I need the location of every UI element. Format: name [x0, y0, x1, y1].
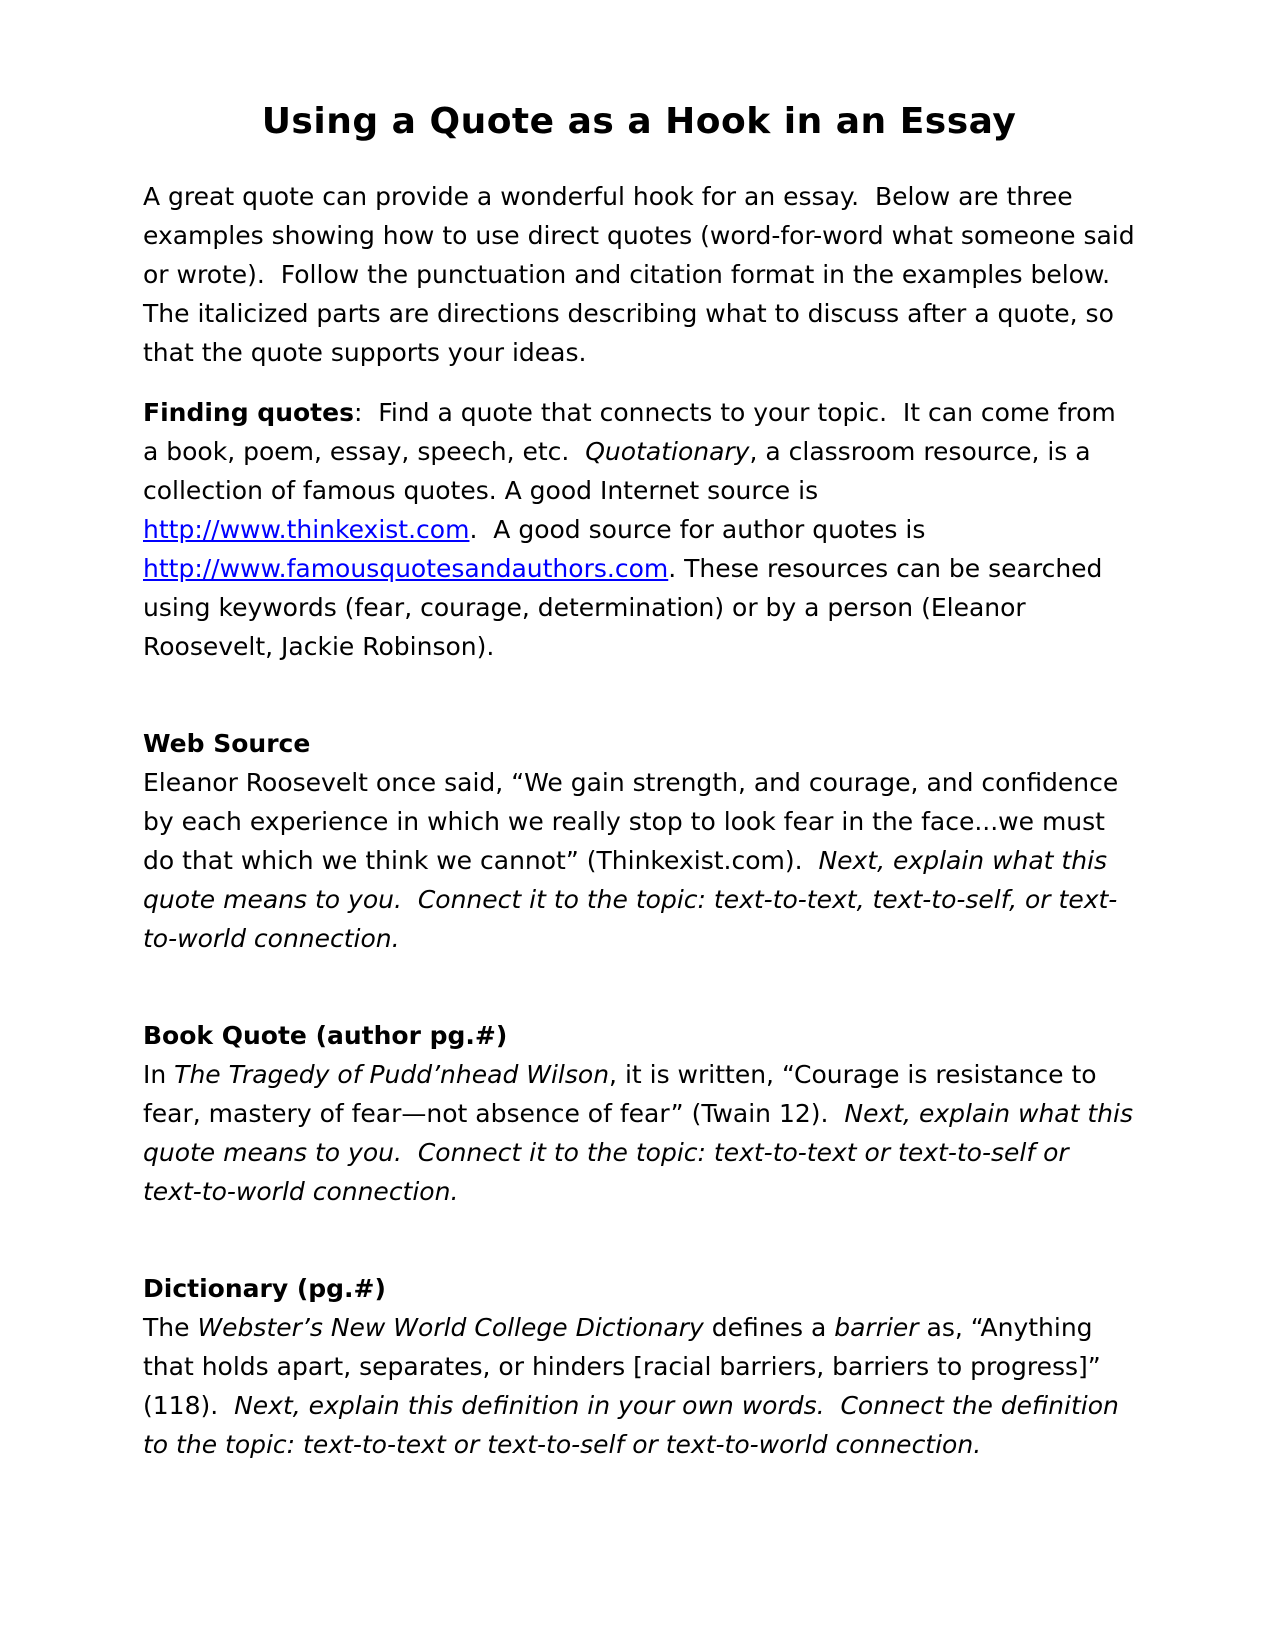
book-quote-section [143, 1016, 1141, 1211]
text-run: . These resources can be searched using keywords (fear, courage, determination) or by a person (Eleanor Roosevelt, Jackie Robinson). [143, 554, 1111, 662]
text-run: Next, explain what this quote means to you. Connect it to the topic: text-to-text or text-to-self or text-to-world connection. [143, 1099, 1141, 1207]
text-run: Finding quotes [143, 398, 354, 428]
book-quote-paragraph [143, 1055, 1141, 1211]
text-run: as, “Anything that holds apart, separates, or hinders [racial barriers, barriers to progress]” (118). [143, 1313, 1109, 1421]
text-run: defines a [703, 1313, 835, 1343]
dictionary-heading: Dictionary (pg.#) [143, 1274, 386, 1304]
web-source-heading: Web Source [143, 729, 311, 759]
intro-paragraph [143, 177, 1143, 372]
text-run: barrier [834, 1313, 919, 1343]
hyperlink[interactable]: http://www.famousquotesandauthors.com [143, 554, 669, 584]
text-run: Next, explain what this quote means to you. Connect it to the topic: text-to-text, text-to-self, or text-to-world connection. [143, 846, 1118, 954]
text-run: , it is written, “Courage is resistance to fear, mastery of fear—not absence of fear” (Twain 12). [143, 1060, 1105, 1129]
text-run: The Tragedy of Pudd’nhead Wilson [174, 1060, 610, 1090]
dictionary-paragraph [143, 1308, 1135, 1464]
text-run: Webster’s New World College Dictionary [197, 1313, 704, 1343]
text-run: The [143, 1313, 198, 1343]
dictionary-section [143, 1269, 1135, 1464]
text-run: . A good source for author quotes is [469, 515, 934, 545]
web-source-section [143, 724, 1135, 958]
text-run: In [143, 1060, 175, 1090]
text-run: Eleanor Roosevelt once said, “We gain strength, and courage, and confidence by each experience in which we really stop to look fear in the face...we must do that which we think we cannot” (Thinkexist.com). [143, 768, 1127, 876]
text-run: Quotationary [585, 437, 750, 467]
web-source-paragraph [143, 763, 1135, 958]
page-title: Using a Quote as a Hook in an Essay [261, 101, 1017, 142]
text-run: A great quote can provide a wonderful hook for an essay. Below are three examples showing how to use direct quotes (word-for-word what someone said or wrote). Follow the punctuation and citation format in the examples below. The italicized parts are directions describing what to discuss after a quote, so that the quote supports your ideas. [143, 182, 1143, 368]
text-run: : Find a quote that connects to your topic. It can come from a book, poem, essay, speech, etc. [143, 398, 1124, 467]
text-run: , a classroom resource, is a collection of famous quotes. A good Internet source is [143, 437, 1099, 506]
hyperlink[interactable]: http://www.thinkexist.com [143, 515, 470, 545]
book-quote-heading: Book Quote (author pg.#) [143, 1021, 508, 1051]
text-run: Next, explain this definition in your own words. Connect the definition to the topic: text-to-text or text-to-self or text-to-world connection. [143, 1391, 1127, 1460]
finding-quotes-paragraph [143, 393, 1135, 666]
